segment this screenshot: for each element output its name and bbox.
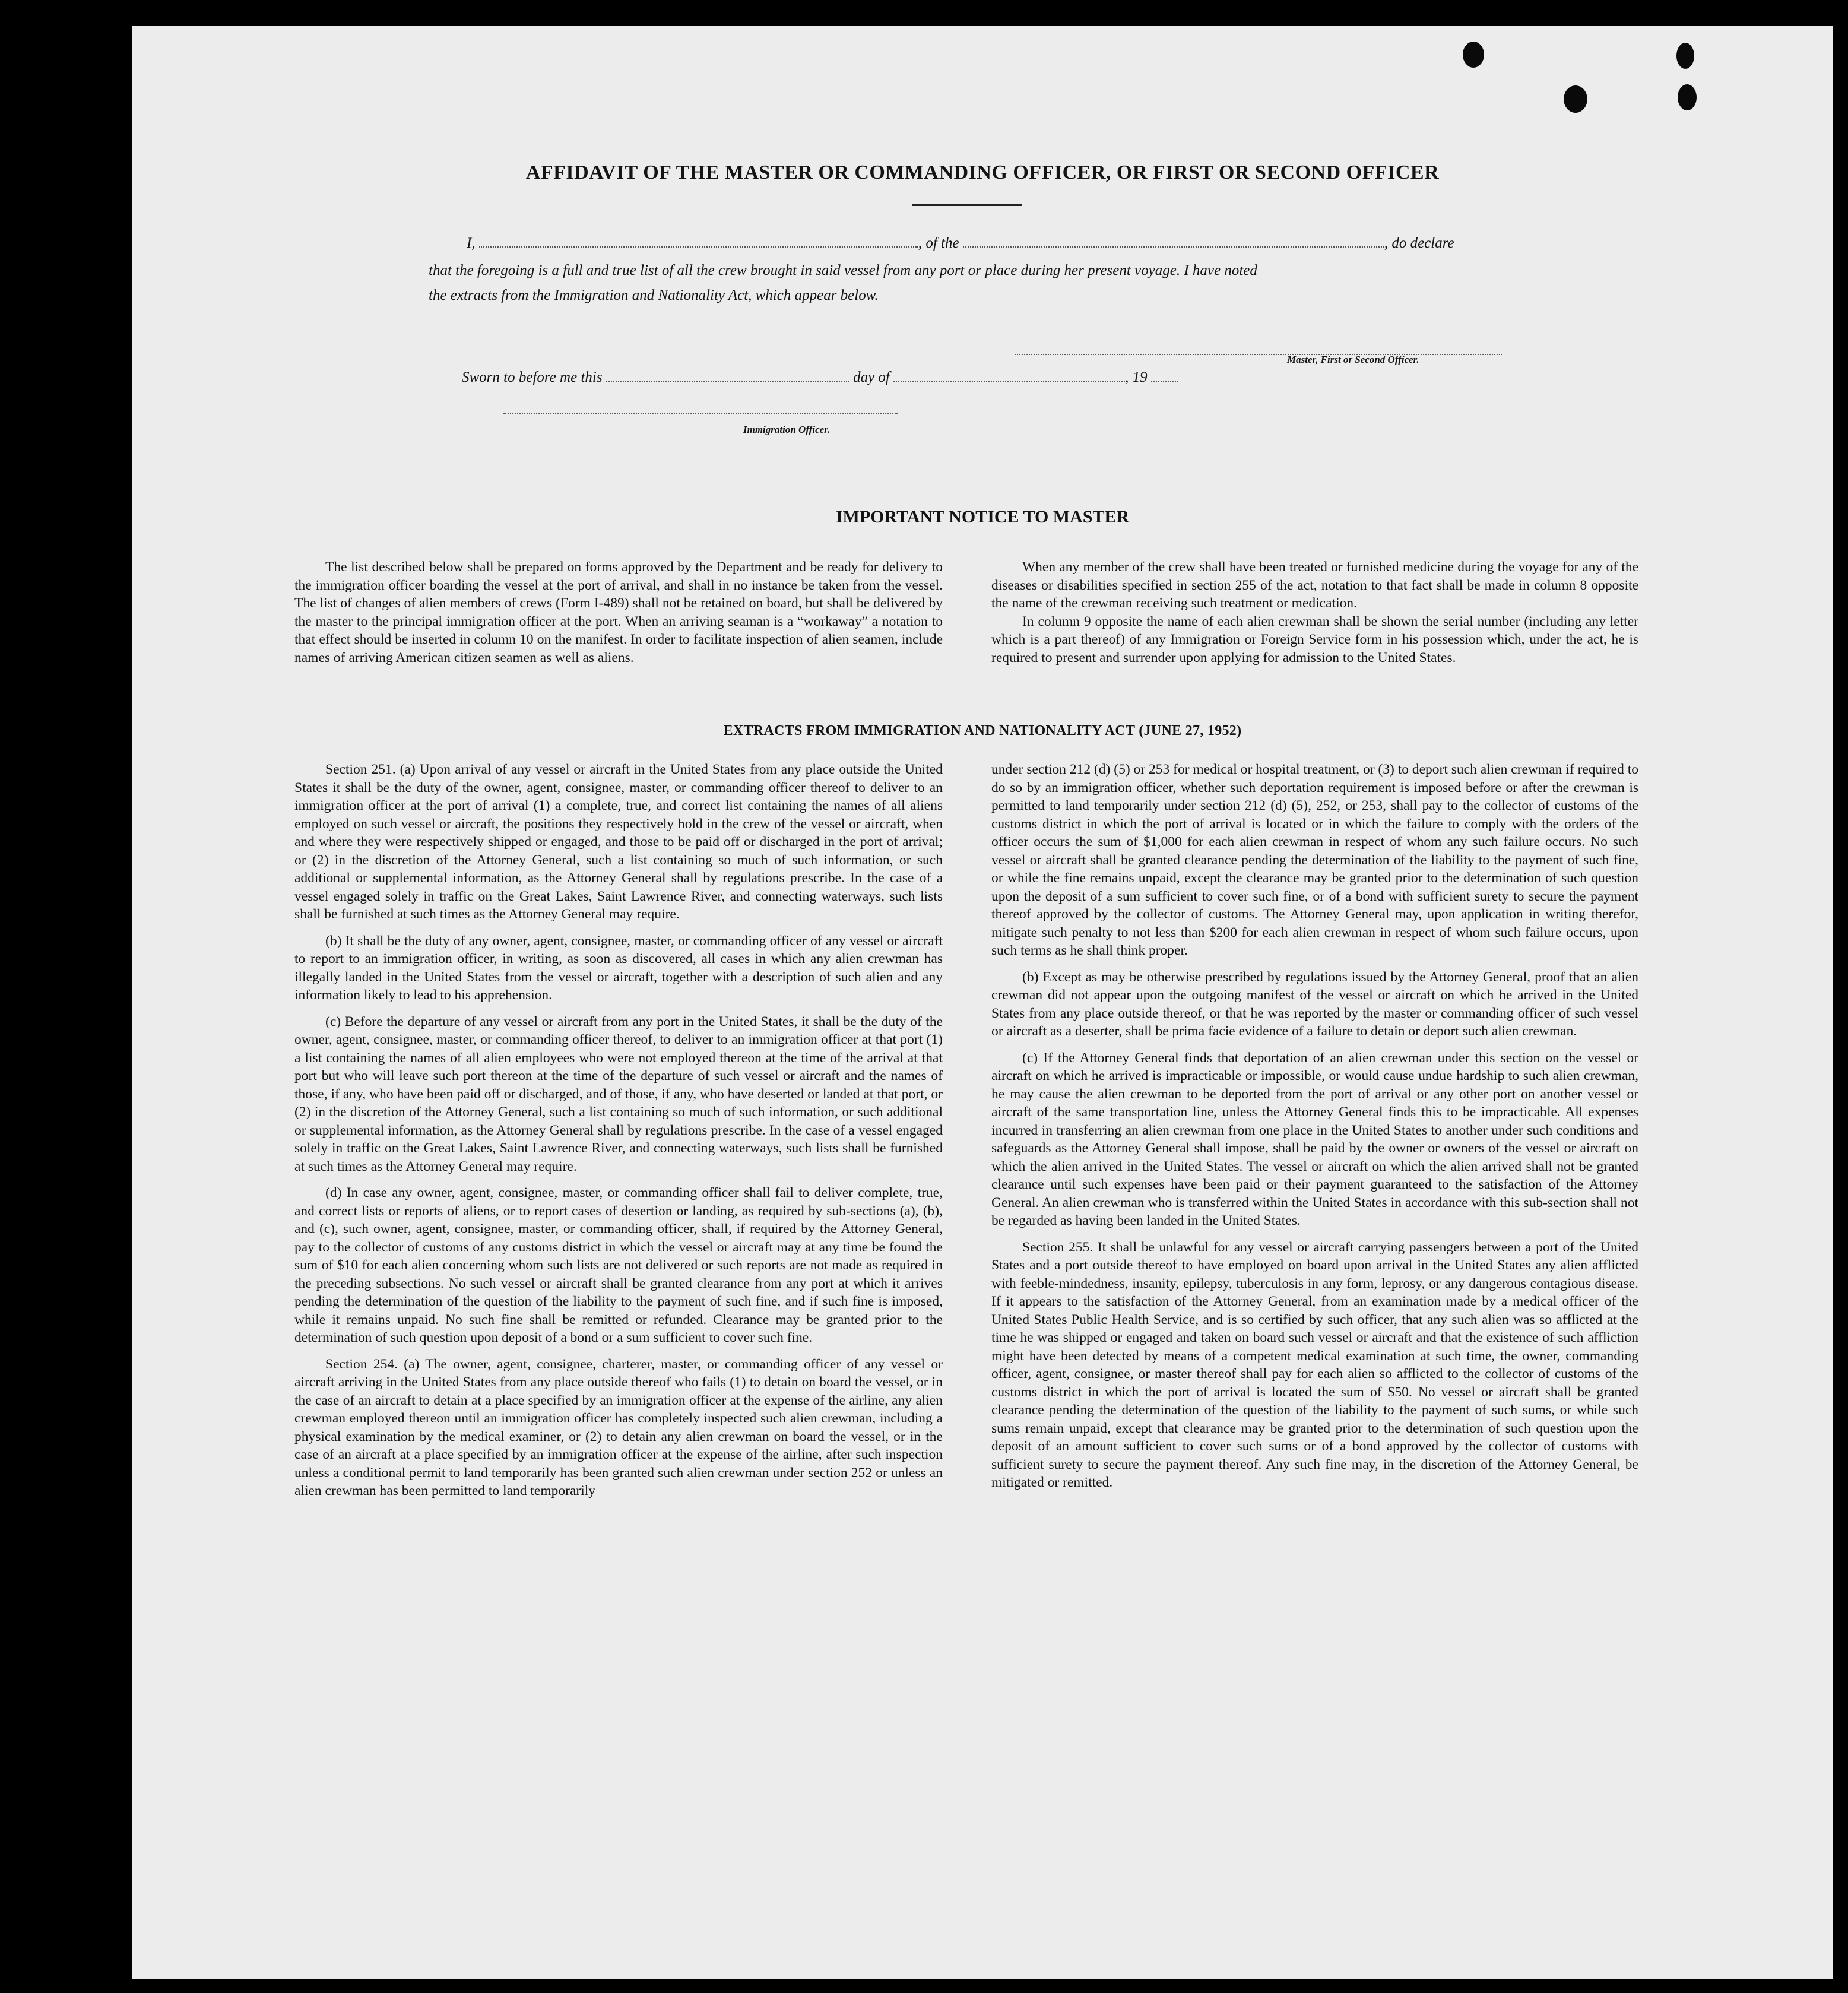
section-251b: (b) It shall be the duty of any owner, agent, consignee, master, or commanding officer of any vessel or aircraft to report to an immigration officer, in writing, as soon as discovered, all cases in which any alien crewman has illegally landed in the United States from the vessel or aircraft, together with a description of such alien and any information likely to lead to his apprehension. [294, 933, 943, 1003]
sworn-month-field[interactable] [893, 370, 1125, 382]
master-caption: Master, First or Second Officer. [1287, 354, 1419, 365]
title-divider [912, 204, 1022, 206]
section-254c: (c) If the Attorney General finds that deportation of an alien crewman under this section on the vessel or aircraft on which he arrived is impracticable or impossible, or would cause undue hardship to such alien crewman, he may cause the alien crewman to be deported from the port of arrival or any other port on another vessel or aircraft of the same transportation line, unless the Attorney General finds this to be impracticable. All expenses incurred in transferring an alien crewman from one place in the United States to another under such conditions and safeguards as the Attorney General shall impose, shall be paid by the owner or owners of the vessel or aircraft on which the alien arrived in the United States. The vessel or aircraft on which the alien arrived shall not be granted clearance until such expenses have been paid or their payment guaranteed to the satisfaction of the Attorney General. An alien crewman who is transferred within the United States in accordance with this sub-section shall not be regarded as having been landed in the United States. [991, 1050, 1638, 1228]
affidavit-title: AFFIDAVIT OF THE MASTER OR COMMANDING OFFICER, OR FIRST OR SECOND OFFICER [525, 161, 1440, 183]
do-declare-label: , do declare [1384, 235, 1454, 251]
extracts-right-column [991, 761, 1638, 1500]
ink-blot [1676, 43, 1694, 69]
form-page [132, 26, 1833, 1979]
master-signature-field[interactable] [1015, 343, 1502, 355]
officer-signature-field[interactable] [503, 403, 898, 414]
notice-left-column [294, 558, 943, 675]
sworn-prefix: Sworn to before me this [462, 369, 603, 385]
section-251d: (d) In case any owner, agent, consignee, master, or commanding officer shall fail to deliver complete, true, and correct lists or reports of aliens, or to report cases of desertion or landing, as required by sub-sections (a), (b), and (c), such owner, agent, consignee, master, or commanding officer, shall, if required by the Attorney General, pay to the collector of customs of any customs district in which the vessel or aircraft may at any time be found the sum of $10 for each alien concerning whom such lists are not delivered or such reports are not made as required in the preceding subsections. No such vessel or aircraft shall be granted clearance from any port at which it arrives pending the determination of the question of the liability to the payment of such fine, and if such fine is imposed, while it remains unpaid. No such fine shall be remitted or refunded. Clearance may be granted prior to the determination of such question upon deposit of a bond or a sum sufficient to cover such fine. [294, 1185, 943, 1345]
notice-paragraph: When any member of the crew shall have been treated or furnished medicine during the voyage for any of the diseases or disabilities specified in section 255 of the act, notation to that fact shall be made in column 8 opposite the name of the crewman receiving such treatment or medication. [991, 559, 1638, 611]
of-the-label: , of the [918, 235, 959, 251]
declaration-line-1 [467, 235, 1454, 252]
sworn-line [462, 369, 1178, 386]
declaration-line-2: that the foregoing is a full and true list of all the crew brought in said vessel from any port or place during her present voyage. I have noted [429, 262, 1257, 278]
declarant-prefix: I, [467, 235, 476, 251]
notice-title: IMPORTANT NOTICE TO MASTER [835, 507, 1130, 527]
year-prefix: , 19 [1125, 369, 1148, 385]
notice-paragraph: The list described below shall be prepared on forms approved by the Department and be ready for delivery to the immigration officer boarding the vessel at the port of arrival, and shall in no instance be taken from the vessel. The list of changes of alien members of crews (Form I-489) shall not be retained on board, but shall be delivered by the master to the principal immigration officer at the port. When an arriving seaman is a “workaway” a notation to that effect should be inserted in column 10 on the manifest. In order to facilitate inspection of alien seamen, include names of arriving American citizen seamen as well as aliens. [294, 559, 943, 666]
notice-right-column [991, 558, 1638, 675]
officer-caption: Immigration Officer. [743, 424, 831, 435]
section-251c: (c) Before the departure of any vessel or aircraft from any port in the United States, it shall be the duty of the owner, agent, consignee, master, or commanding officer thereof, to deliver to an immigration officer at that port (1) a list containing the names of all alien employees who were not employed thereon at the time of the arrival at that port but who will leave such port thereon at the time of the departure of such vessel or aircraft and the names of those, if any, who have been paid off or discharged, and of those, if any, who have deserted or landed at that port, or (2) in the discretion of the Attorney General, such a list containing so much of such information, or such additional or supplemental information, as the Attorney General shall by regulations prescribe. In the case of a vessel engaged solely in traffic on the Great Lakes, Saint Lawrence River, and connecting waterways, such lists shall be furnished at such times as the Attorney General may require. [294, 1013, 943, 1174]
ink-blot [1564, 85, 1587, 113]
declaration-line-3: the extracts from the Immigration and Nationality Act, which appear below. [429, 287, 879, 303]
ink-blot [1678, 84, 1697, 110]
day-of-label: day of [853, 369, 890, 385]
notice-paragraph: In column 9 opposite the name of each alien crewman shall be shown the serial number (including any letter which is a part thereof) of any Immigration or Foreign Service form in his possession which, under the act, he is required to present and surrender upon applying for admission to the United States. [991, 613, 1638, 666]
section-254b: (b) Except as may be otherwise prescribed by regulations issued by the Attorney General, proof that an alien crewman did not appear upon the outgoing manifest of the vessel or aircraft on which he arrived in the United States from any place outside thereof, or that he was reported by the master or commanding officer of such vessel or aircraft as a deserter, shall be prima facie evidence of a failure to detain or deport such alien crewman. [991, 969, 1638, 1039]
extracts-title: EXTRACTS FROM IMMIGRATION AND NATIONALITY ACT (JUNE 27, 1952) [723, 723, 1242, 739]
section-251a: Section 251. (a) Upon arrival of any vessel or aircraft in the United States from any place outside the United States it shall be the duty of the owner, agent, consignee, master, or commanding officer thereof to deliver to an immigration officer at the port of arrival (1) a complete, true, and correct list containing the names of all aliens employed on such vessel or aircraft, the positions they respectively hold in the crew of the vessel or aircraft, when and where they were respectively shipped or engaged, and those to be paid off or discharged in the port of arrival; or (2) in the discretion of the Attorney General, such a list containing so much of such information, or such additional or supplemental information, as the Attorney General shall by regulations prescribe. In the case of a vessel engaged solely in traffic on the Great Lakes, Saint Lawrence River, and connecting waterways, such lists shall be furnished at such times as the Attorney General may require. [294, 762, 943, 922]
section-255: Section 255. It shall be unlawful for any vessel or aircraft carrying passengers between a port of the United States and a port outside thereof to have employed on board upon arrival in the United States any alien afflicted with feeble-mindedness, insanity, epilepsy, tuberculosis in any form, leprosy, or any dangerous contagious disease. If it appears to the satisfaction of the Attorney General, from an examination made by a medical officer of the United States Public Health Service, and is so certified by such officer, that any such alien was so afflicted at the time he was shipped or engaged and taken on board such vessel or aircraft and that the existence of such affliction might have been detected by means of a competent medical examination at such time, the owner, commanding officer, agent, consignee, or master thereof shall pay for each alien so afflicted to the collector of customs of the customs district in which the port of arrival is located the sum of $50. No vessel or aircraft shall be granted clearance pending the determination of the question of the liability to the payment of such sums, or while such sums remain unpaid, except that clearance may be granted prior to the determination of such question upon the deposit of an amount sufficient to cover such sums or of a bond approved by the collector of customs with sufficient surety to secure the payment thereof. Any such fine may, in the discretion of the Attorney General, be mitigated or remitted. [991, 1239, 1638, 1490]
section-254a: Section 254. (a) The owner, agent, consignee, charterer, master, or commanding officer of any vessel or aircraft arriving in the United States from any place outside thereof who fails (1) to detain on board the vessel, or in the case of an aircraft to detain at a place specified by an immigration officer at the expense of the airline, any alien crewman employed thereon until an immigration officer has completely inspected such alien crewman, including a physical examination by the medical examiner, or (2) to detain any alien crewman on board the vessel, or in the case of an aircraft at a place specified by an immigration officer at the expense of the airline, after such inspection unless a conditional permit to land temporarily has been granted such alien crewman under section 252 or unless an alien crewman has been permitted to land temporarily [294, 1356, 943, 1498]
extracts-left-column [294, 761, 943, 1509]
ink-blot [1463, 42, 1484, 68]
declarant-name-field[interactable] [479, 236, 918, 248]
sworn-day-field[interactable] [606, 370, 849, 382]
section-254a-continued: under section 212 (d) (5) or 253 for medical or hospital treatment, or (3) to deport such alien crewman if required to do so by an immigration officer, whether such deportation requirement is imposed before or after the crewman is permitted to land temporarily under section 212 (d) (5), 252, or 253, shall pay to the collector of customs of the customs district in which the port of arrival is located or in which the failure to comply with the orders of the officer occurs the sum of $1,000 for each alien crewman in respect of whom any such failure occurs. No such vessel or aircraft shall be granted clearance pending the determination of the liability to the payment of such fine, or while the fine remains unpaid, except the clearance may be granted prior to the determination of such question upon the deposit of a sum sufficient to cover such fine, or of a bond with sufficient surety to secure the payment thereof approved by the collector of customs. The Attorney General may, upon application in writing therefor, mitigate such penalty to not less than $200 for each alien crewman in respect of whom such failure occurs, upon such terms as he shall think proper. [991, 762, 1638, 958]
vessel-name-field[interactable] [963, 236, 1384, 248]
sworn-year-field[interactable] [1151, 370, 1178, 382]
